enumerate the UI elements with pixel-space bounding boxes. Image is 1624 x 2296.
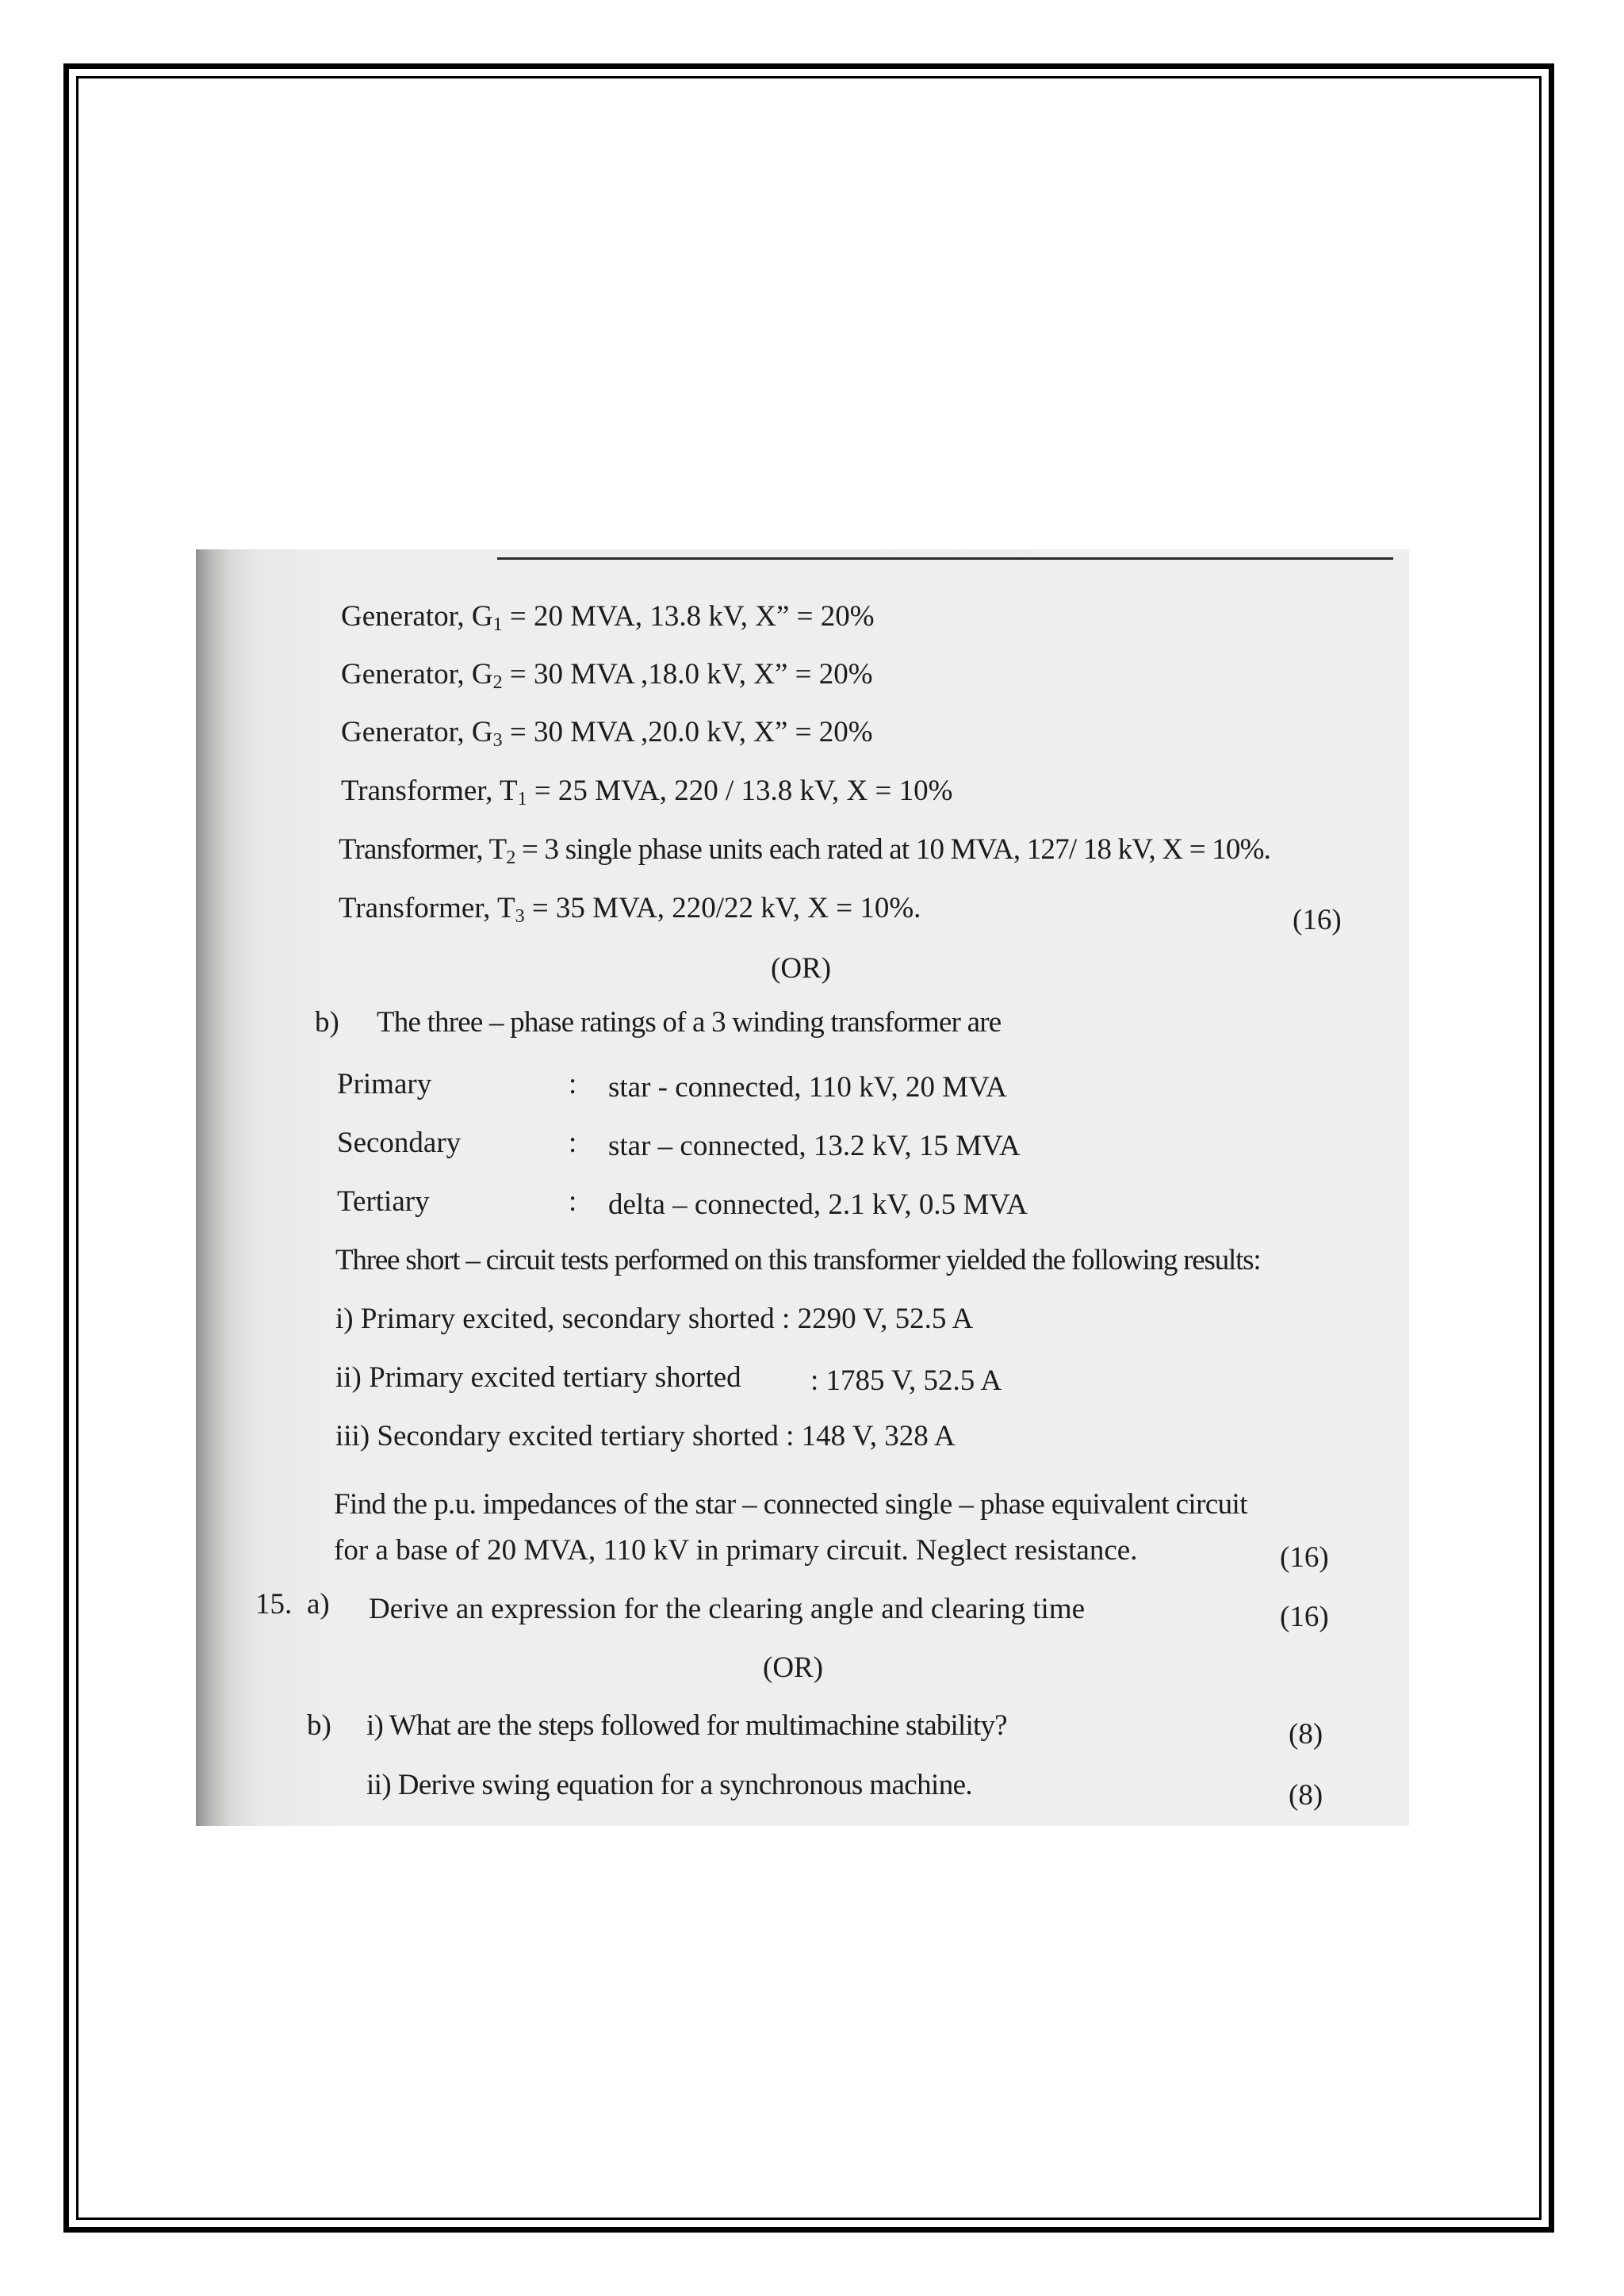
test-ii-label: ii) Primary excited tertiary shorted: [335, 1361, 741, 1394]
test-ii-value: : 1785 V, 52.5 A: [810, 1364, 1002, 1397]
q15b-label: b): [307, 1709, 331, 1742]
q15b-i-marks: (8): [1289, 1718, 1323, 1751]
generator-g1-line: Generator, $G_1 = 20$ MVA, 13.8 kV, X” = 20%: [341, 600, 875, 635]
q15a-text: Derive an expression for the clearing angle and clearing time: [369, 1593, 1086, 1625]
q14b-intro: The three – phase ratings of a 3 winding transformer are: [377, 1006, 1002, 1039]
q15b-ii-text: ii) Derive swing equation for a synchronous machine.: [366, 1769, 973, 1801]
find-line-1: Find the p.u. impedances of the star – connected single – phase equivalent circuit: [334, 1488, 1247, 1521]
q15-number: 15.: [255, 1588, 293, 1621]
generator-g2-line: Generator, $G_2 = 30$ MVA ,18.0 kV, X” = 20%: [341, 658, 873, 693]
generator-g3-line: Generator, $G_3 = 30$ MVA ,20.0 kV, X” = 20%: [341, 716, 873, 751]
or-separator-1: (OR): [771, 952, 832, 985]
tests-intro: Three short – circuit tests performed on this transformer yielded the following results:: [335, 1244, 1261, 1276]
or-separator-2: (OR): [763, 1651, 824, 1684]
q15b-i-text: i) What are the steps followed for multimachine stability?: [366, 1709, 1007, 1742]
tertiary-value: delta – connected, 2.1 kV, 0.5 MVA: [608, 1188, 1028, 1221]
test-i: i) Primary excited, secondary shorted : 2290 V, 52.5 A: [335, 1303, 974, 1335]
tertiary-colon: :: [569, 1185, 577, 1218]
q14b-label: b): [315, 1006, 339, 1039]
q15b-ii-marks: (8): [1289, 1779, 1323, 1812]
transformer-t3-line: Transformer, $T_3 = 35$ MVA, 220/22 kV, X = 10%.: [339, 892, 921, 927]
primary-colon: :: [569, 1068, 577, 1100]
secondary-value: star – connected, 13.2 kV, 15 MVA: [608, 1130, 1021, 1162]
tertiary-label: Tertiary: [337, 1185, 430, 1218]
secondary-label: Secondary: [337, 1127, 462, 1159]
transformer-t1-line: Transformer, $T_1 = 25$ MVA, 220 / 13.8 kV, X = 10%: [341, 775, 953, 809]
find-line-2: for a base of 20 MVA, 110 kV in primary circuit. Neglect resistance.: [334, 1534, 1138, 1567]
primary-label: Primary: [337, 1068, 432, 1100]
q15a-marks: (16): [1280, 1601, 1329, 1633]
top-rule: [497, 557, 1393, 560]
primary-value: star - connected, 110 kV, 20 MVA: [608, 1071, 1007, 1104]
q15a-label: a): [307, 1588, 330, 1621]
transformer-t2-line: Transformer, $T_2 = 3$ single phase units each rated at 10 MVA, 127/ 18 kV, X = 10%.: [339, 833, 1271, 868]
test-iii: iii) Secondary excited tertiary shorted : 148 V, 328 A: [335, 1420, 956, 1452]
q14a-marks: (16): [1293, 904, 1342, 936]
q14b-marks: (16): [1280, 1541, 1329, 1574]
scanned-exam-page: [196, 549, 1409, 1826]
secondary-colon: :: [569, 1127, 577, 1159]
